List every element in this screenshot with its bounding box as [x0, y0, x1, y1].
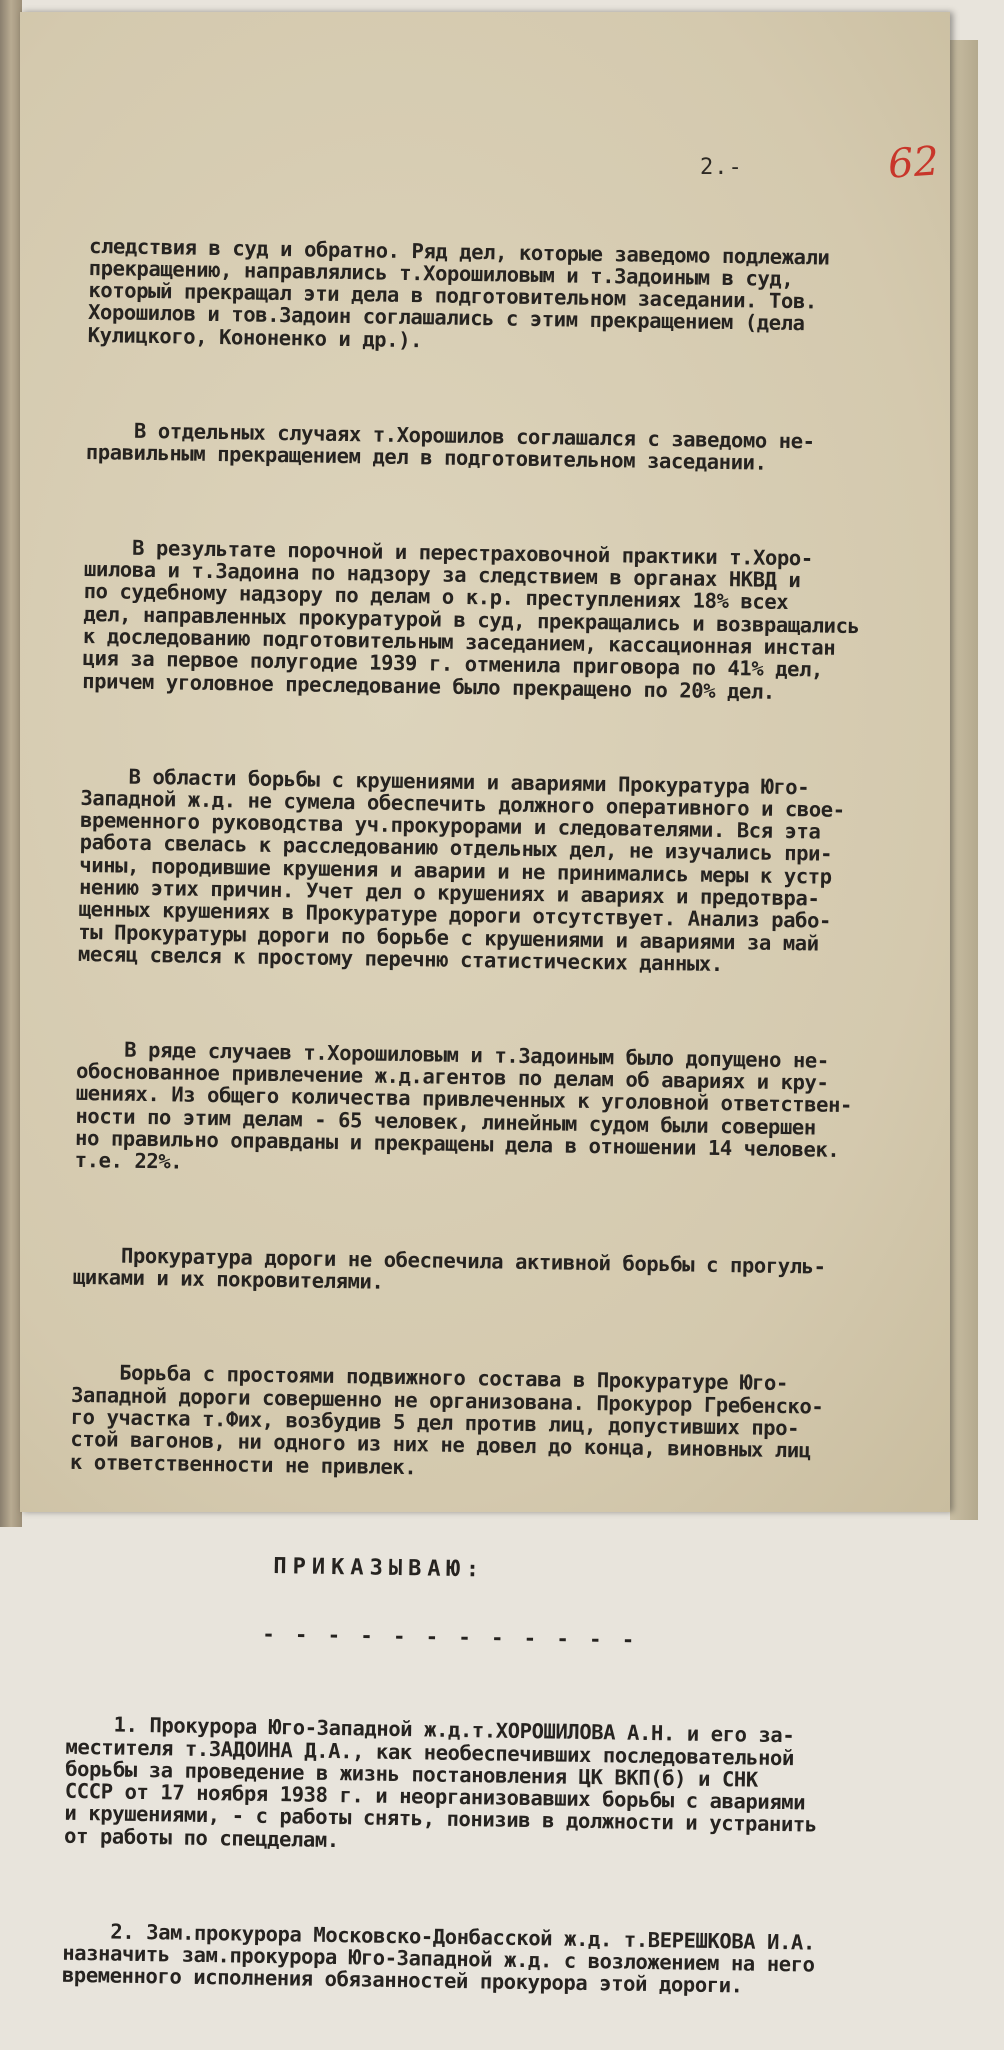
paragraph: Борьба с простоями подвижного состава в Прокуратуре Юго- Западной дороги совершенно не организована. Прокурор Гребенско- го участка т.Фих, возбудив 5 дел против лиц, допустивших про- стой вагонов, ни одного из них не довел до конца, виновных лиц к ответственности не привлек.: [69, 1360, 824, 1479]
paragraph: В области борьбы с крушениями и авариями Прокуратура Юго- Западной ж.д. не сумела обеспечить должного оперативного и свое- временного руководства уч.прокурорами и следователями. Вся эта работа свелась к расследованию отдельных дел, не изучались при- чины, породившие крушения и аварии и не принимались меры к устр нению этих причин. Учет дел о крушениях и авариях и предотвра- щенных крушениях в Прокуратуре дороги отсутствует. Анализ рабо- ты Прокуратуры дороги по борьбе с крушениями и авариями за май месяц свелся к простому перечню статистических данных.: [77, 763, 845, 976]
order-heading: ПРИКАЗЫВАЮ:: [273, 1554, 486, 1583]
paragraph: В ряде случаев т.Хорошиловым и т.Задоиным было допущено не- обоснованное привлечение ж.д.агентов по делам об авариях и кру- шениях. Из общего количества привлеченных к уголовной ответствен- ности по этим делам - 65 человек, линейным судом были совершен но правильно оправданы и прекращены дела в отношении 14 человек. т.е. 22%.: [74, 1036, 853, 1174]
paragraph: следствия в суд и обратно. Ряд дел, которые заведомо подлежали прекращению, направлялись т.Хорошиловым и т.Задоиным в суд, который прекращал эти дела в подготовительном заседании. Тов. Хорошилов и тов.Задоин соглашались с этим прекращением (дела Кулицкого, Кононенко и др.).: [87, 233, 830, 353]
page-number: 2.-: [700, 155, 743, 180]
order-heading-rule: - - - - - - - - - - - -: [262, 1622, 639, 1653]
binding-edge: [0, 0, 22, 1527]
document-body: [61, 190, 930, 2050]
order-item: 2. Зам.прокурора Московско-Донбасской ж.д. т.ВЕРЕШКОВА И.А. назначить зам.прокурора Юго-Западной ж.д. с возложением на него временного исполнения обязанностей прокурора этой дороги.: [61, 1918, 816, 1998]
paper-edge: [950, 40, 978, 1520]
paragraph: В результате порочной и перестраховочной практики т.Хоро- шилова и т.Задоина по надзору за следствием в органах НКВД и по судебному надзору по делам о к.р. преступлениях 18% всех дел, направленных прокуратурой в суд, прекращались и возвращались к доследованию подготовительным заседанием, кассационная инстан ция за первое полугодие 1939 г. отменила приговора по 41% дел, причем уголовное преследование было прекращено по 20% дел.: [82, 534, 860, 704]
archive-number: 62: [886, 138, 941, 188]
paragraph: Прокуратура дороги не обеспечила активной борьбы с прогуль- щиками и их покровителями.: [72, 1243, 826, 1295]
paragraph: В отдельных случаях т.Хорошилов соглашался с заведомо не- правильным прекращением дел в подготовительном заседании.: [85, 417, 815, 475]
order-item: 1. Прокурора Юго-Западной ж.д.т.ХОРОШИЛОВА А.Н. и его за- местителя т.ЗАДОИНА Д.А., как необеспечивших последовательной борьбы за проведение в жизнь постановления ЦК ВКП(б) и СНК СССР от 17 ноября 1938 г. и неорганизовавших борьбы с авариями и крушениями, - с работы снять, понизив в должности и устранить от работы по спецделам.: [63, 1712, 817, 1852]
